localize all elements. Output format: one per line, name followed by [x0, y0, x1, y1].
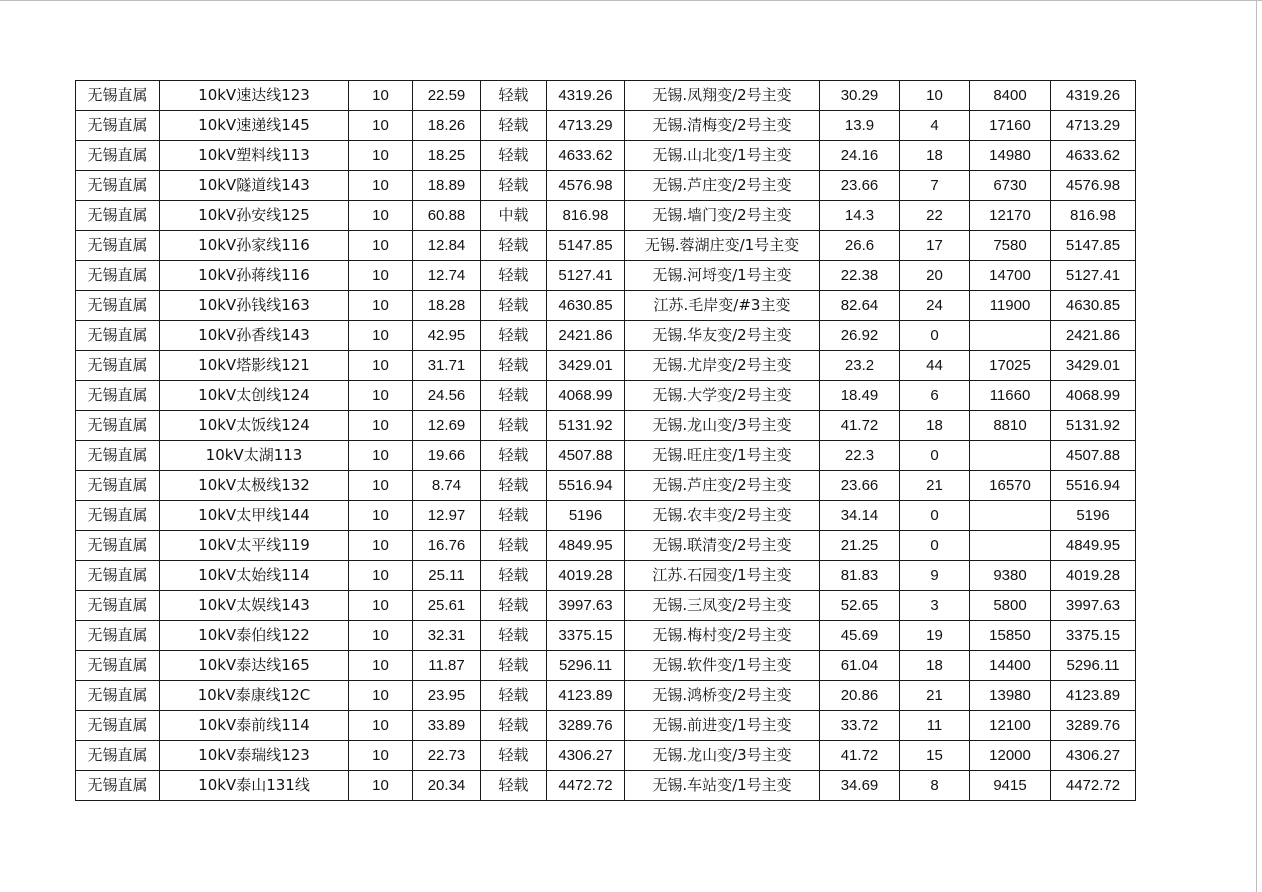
- remaining-capacity-cell: 4507.88: [1051, 441, 1136, 471]
- capacity-cell: 12170: [970, 201, 1051, 231]
- transformer-cell: 无锡.山北变/1号主变: [625, 141, 820, 171]
- available-capacity-cell: 3997.63: [547, 591, 625, 621]
- org-cell: 无锡直属: [76, 501, 160, 531]
- transformer-cell: 无锡.大学变/2号主变: [625, 381, 820, 411]
- feeder-name-cell: 10kV孙家线116: [160, 231, 349, 261]
- available-capacity-cell: 5147.85: [547, 231, 625, 261]
- remaining-capacity-cell: 4306.27: [1051, 741, 1136, 771]
- transformer-load-rate-cell: 34.69: [820, 771, 900, 801]
- remaining-capacity-cell: 4633.62: [1051, 141, 1136, 171]
- load-status-cell: 轻载: [481, 411, 547, 441]
- table-row: [76, 111, 1136, 141]
- count-cell: 44: [900, 351, 970, 381]
- transformer-load-rate-cell: 45.69: [820, 621, 900, 651]
- transformer-cell: 无锡.联清变/2号主变: [625, 531, 820, 561]
- remaining-capacity-cell: 4472.72: [1051, 771, 1136, 801]
- feeder-name-cell: 10kV孙蒋线116: [160, 261, 349, 291]
- table-row: [76, 621, 1136, 651]
- available-capacity-cell: 4633.62: [547, 141, 625, 171]
- load-rate-cell: 19.66: [413, 441, 481, 471]
- load-status-cell: 轻载: [481, 141, 547, 171]
- count-cell: 21: [900, 681, 970, 711]
- load-rate-cell: 18.28: [413, 291, 481, 321]
- org-cell: 无锡直属: [76, 141, 160, 171]
- remaining-capacity-cell: 3997.63: [1051, 591, 1136, 621]
- table-row: [76, 561, 1136, 591]
- table-row: [76, 291, 1136, 321]
- voltage-cell: 10: [349, 591, 413, 621]
- transformer-load-rate-cell: 22.3: [820, 441, 900, 471]
- load-status-cell: 轻载: [481, 261, 547, 291]
- feeder-name-cell: 10kV泰康线12C: [160, 681, 349, 711]
- transformer-load-rate-cell: 18.49: [820, 381, 900, 411]
- transformer-cell: 无锡.龙山变/3号主变: [625, 411, 820, 441]
- load-status-cell: 轻载: [481, 651, 547, 681]
- available-capacity-cell: 4713.29: [547, 111, 625, 141]
- available-capacity-cell: 5516.94: [547, 471, 625, 501]
- available-capacity-cell: 5296.11: [547, 651, 625, 681]
- count-cell: 18: [900, 141, 970, 171]
- capacity-cell: 13980: [970, 681, 1051, 711]
- available-capacity-cell: 3289.76: [547, 711, 625, 741]
- remaining-capacity-cell: 4849.95: [1051, 531, 1136, 561]
- load-rate-cell: 20.34: [413, 771, 481, 801]
- load-status-cell: 轻载: [481, 321, 547, 351]
- available-capacity-cell: 5127.41: [547, 261, 625, 291]
- voltage-cell: 10: [349, 291, 413, 321]
- voltage-cell: 10: [349, 321, 413, 351]
- transformer-load-rate-cell: 14.3: [820, 201, 900, 231]
- capacity-cell: 15850: [970, 621, 1051, 651]
- voltage-cell: 10: [349, 471, 413, 501]
- feeder-name-cell: 10kV泰伯线122: [160, 621, 349, 651]
- transformer-cell: 无锡.清梅变/2号主变: [625, 111, 820, 141]
- load-rate-cell: 23.95: [413, 681, 481, 711]
- count-cell: 4: [900, 111, 970, 141]
- capacity-cell: 14700: [970, 261, 1051, 291]
- feeder-name-cell: 10kV太平线119: [160, 531, 349, 561]
- feeder-name-cell: 10kV太始线114: [160, 561, 349, 591]
- available-capacity-cell: 2421.86: [547, 321, 625, 351]
- load-rate-cell: 12.84: [413, 231, 481, 261]
- transformer-cell: 无锡.河埒变/1号主变: [625, 261, 820, 291]
- remaining-capacity-cell: 4068.99: [1051, 381, 1136, 411]
- transformer-cell: 无锡.华友变/2号主变: [625, 321, 820, 351]
- table-row: [76, 351, 1136, 381]
- remaining-capacity-cell: 5147.85: [1051, 231, 1136, 261]
- remaining-capacity-cell: 5131.92: [1051, 411, 1136, 441]
- transformer-load-rate-cell: 30.29: [820, 81, 900, 111]
- remaining-capacity-cell: 4713.29: [1051, 111, 1136, 141]
- voltage-cell: 10: [349, 741, 413, 771]
- org-cell: 无锡直属: [76, 651, 160, 681]
- transformer-load-rate-cell: 20.86: [820, 681, 900, 711]
- remaining-capacity-cell: 4319.26: [1051, 81, 1136, 111]
- count-cell: 18: [900, 651, 970, 681]
- capacity-cell: [970, 501, 1051, 531]
- transformer-load-rate-cell: 23.2: [820, 351, 900, 381]
- org-cell: 无锡直属: [76, 621, 160, 651]
- count-cell: 15: [900, 741, 970, 771]
- load-status-cell: 轻载: [481, 381, 547, 411]
- voltage-cell: 10: [349, 711, 413, 741]
- voltage-cell: 10: [349, 771, 413, 801]
- load-status-cell: 轻载: [481, 591, 547, 621]
- remaining-capacity-cell: 4630.85: [1051, 291, 1136, 321]
- capacity-cell: [970, 441, 1051, 471]
- org-cell: 无锡直属: [76, 321, 160, 351]
- transformer-cell: 无锡.芦庄变/2号主变: [625, 471, 820, 501]
- transformer-cell: 无锡.鸿桥变/2号主变: [625, 681, 820, 711]
- feeder-name-cell: 10kV太湖113: [160, 441, 349, 471]
- transformer-cell: 江苏.石园变/1号主变: [625, 561, 820, 591]
- capacity-cell: 17025: [970, 351, 1051, 381]
- voltage-cell: 10: [349, 621, 413, 651]
- org-cell: 无锡直属: [76, 591, 160, 621]
- remaining-capacity-cell: 816.98: [1051, 201, 1136, 231]
- org-cell: 无锡直属: [76, 351, 160, 381]
- load-status-cell: 轻载: [481, 501, 547, 531]
- capacity-cell: 7580: [970, 231, 1051, 261]
- capacity-cell: 9380: [970, 561, 1051, 591]
- load-status-cell: 轻载: [481, 81, 547, 111]
- transformer-cell: 无锡.尤岸变/2号主变: [625, 351, 820, 381]
- load-status-cell: 轻载: [481, 771, 547, 801]
- available-capacity-cell: 4123.89: [547, 681, 625, 711]
- load-status-cell: 轻载: [481, 471, 547, 501]
- load-status-cell: 轻载: [481, 621, 547, 651]
- capacity-cell: 6730: [970, 171, 1051, 201]
- voltage-cell: 10: [349, 111, 413, 141]
- capacity-cell: 11900: [970, 291, 1051, 321]
- load-rate-cell: 31.71: [413, 351, 481, 381]
- feeder-name-cell: 10kV泰前线114: [160, 711, 349, 741]
- capacity-cell: 12100: [970, 711, 1051, 741]
- load-status-cell: 轻载: [481, 111, 547, 141]
- capacity-cell: [970, 321, 1051, 351]
- org-cell: 无锡直属: [76, 411, 160, 441]
- count-cell: 8: [900, 771, 970, 801]
- feeder-name-cell: 10kV太饭线124: [160, 411, 349, 441]
- remaining-capacity-cell: 3375.15: [1051, 621, 1136, 651]
- transformer-cell: 无锡.蓉湖庄变/1号主变: [625, 231, 820, 261]
- voltage-cell: 10: [349, 441, 413, 471]
- page-top-border: [0, 0, 1262, 1]
- load-status-cell: 轻载: [481, 681, 547, 711]
- load-status-cell: 轻载: [481, 741, 547, 771]
- remaining-capacity-cell: 3429.01: [1051, 351, 1136, 381]
- available-capacity-cell: 4507.88: [547, 441, 625, 471]
- feeder-name-cell: 10kV塔影线121: [160, 351, 349, 381]
- load-rate-cell: 33.89: [413, 711, 481, 741]
- capacity-cell: 16570: [970, 471, 1051, 501]
- count-cell: 19: [900, 621, 970, 651]
- table-row: [76, 501, 1136, 531]
- feeder-name-cell: 10kV泰达线165: [160, 651, 349, 681]
- transformer-load-rate-cell: 23.66: [820, 171, 900, 201]
- page-right-border: [1256, 0, 1257, 892]
- load-rate-cell: 60.88: [413, 201, 481, 231]
- count-cell: 22: [900, 201, 970, 231]
- table-row: [76, 591, 1136, 621]
- transformer-cell: 无锡.凤翔变/2号主变: [625, 81, 820, 111]
- available-capacity-cell: 4068.99: [547, 381, 625, 411]
- count-cell: 0: [900, 531, 970, 561]
- count-cell: 11: [900, 711, 970, 741]
- count-cell: 9: [900, 561, 970, 591]
- feeder-name-cell: 10kV太极线132: [160, 471, 349, 501]
- table-row: [76, 471, 1136, 501]
- capacity-cell: 12000: [970, 741, 1051, 771]
- count-cell: 21: [900, 471, 970, 501]
- table-row: [76, 321, 1136, 351]
- org-cell: 无锡直属: [76, 561, 160, 591]
- load-rate-cell: 22.59: [413, 81, 481, 111]
- load-status-cell: 轻载: [481, 561, 547, 591]
- count-cell: 0: [900, 321, 970, 351]
- table-row: [76, 381, 1136, 411]
- remaining-capacity-cell: 5127.41: [1051, 261, 1136, 291]
- voltage-cell: 10: [349, 261, 413, 291]
- available-capacity-cell: 5131.92: [547, 411, 625, 441]
- load-rate-cell: 25.11: [413, 561, 481, 591]
- transformer-load-rate-cell: 23.66: [820, 471, 900, 501]
- load-rate-cell: 22.73: [413, 741, 481, 771]
- table-row: [76, 651, 1136, 681]
- transformer-load-rate-cell: 22.38: [820, 261, 900, 291]
- org-cell: 无锡直属: [76, 711, 160, 741]
- feeder-name-cell: 10kV泰山131线: [160, 771, 349, 801]
- feeder-load-table: [75, 80, 1136, 801]
- transformer-load-rate-cell: 21.25: [820, 531, 900, 561]
- org-cell: 无锡直属: [76, 201, 160, 231]
- org-cell: 无锡直属: [76, 471, 160, 501]
- transformer-cell: 无锡.三凤变/2号主变: [625, 591, 820, 621]
- voltage-cell: 10: [349, 201, 413, 231]
- table-row: [76, 171, 1136, 201]
- load-rate-cell: 32.31: [413, 621, 481, 651]
- feeder-name-cell: 10kV速递线145: [160, 111, 349, 141]
- voltage-cell: 10: [349, 171, 413, 201]
- available-capacity-cell: 3429.01: [547, 351, 625, 381]
- remaining-capacity-cell: 5516.94: [1051, 471, 1136, 501]
- remaining-capacity-cell: 2421.86: [1051, 321, 1136, 351]
- transformer-cell: 无锡.软件变/1号主变: [625, 651, 820, 681]
- voltage-cell: 10: [349, 681, 413, 711]
- load-rate-cell: 25.61: [413, 591, 481, 621]
- remaining-capacity-cell: 5196: [1051, 501, 1136, 531]
- load-rate-cell: 24.56: [413, 381, 481, 411]
- capacity-cell: 9415: [970, 771, 1051, 801]
- feeder-name-cell: 10kV孙香线143: [160, 321, 349, 351]
- available-capacity-cell: 4472.72: [547, 771, 625, 801]
- feeder-name-cell: 10kV孙钱线163: [160, 291, 349, 321]
- table-row: [76, 261, 1136, 291]
- org-cell: 无锡直属: [76, 231, 160, 261]
- count-cell: 20: [900, 261, 970, 291]
- feeder-name-cell: 10kV泰瑞线123: [160, 741, 349, 771]
- capacity-cell: 11660: [970, 381, 1051, 411]
- org-cell: 无锡直属: [76, 771, 160, 801]
- transformer-load-rate-cell: 81.83: [820, 561, 900, 591]
- org-cell: 无锡直属: [76, 261, 160, 291]
- load-status-cell: 中载: [481, 201, 547, 231]
- voltage-cell: 10: [349, 231, 413, 261]
- capacity-cell: [970, 531, 1051, 561]
- load-status-cell: 轻载: [481, 351, 547, 381]
- capacity-cell: 17160: [970, 111, 1051, 141]
- count-cell: 7: [900, 171, 970, 201]
- transformer-cell: 无锡.旺庄变/1号主变: [625, 441, 820, 471]
- count-cell: 6: [900, 381, 970, 411]
- available-capacity-cell: 4576.98: [547, 171, 625, 201]
- org-cell: 无锡直属: [76, 381, 160, 411]
- available-capacity-cell: 4319.26: [547, 81, 625, 111]
- load-status-cell: 轻载: [481, 291, 547, 321]
- voltage-cell: 10: [349, 651, 413, 681]
- available-capacity-cell: 4019.28: [547, 561, 625, 591]
- voltage-cell: 10: [349, 531, 413, 561]
- voltage-cell: 10: [349, 501, 413, 531]
- transformer-load-rate-cell: 26.6: [820, 231, 900, 261]
- count-cell: 10: [900, 81, 970, 111]
- load-rate-cell: 8.74: [413, 471, 481, 501]
- org-cell: 无锡直属: [76, 171, 160, 201]
- load-status-cell: 轻载: [481, 441, 547, 471]
- load-rate-cell: 18.26: [413, 111, 481, 141]
- org-cell: 无锡直属: [76, 681, 160, 711]
- feeder-name-cell: 10kV太娱线143: [160, 591, 349, 621]
- available-capacity-cell: 4849.95: [547, 531, 625, 561]
- load-rate-cell: 12.69: [413, 411, 481, 441]
- table-row: [76, 201, 1136, 231]
- table-body: [76, 81, 1136, 801]
- available-capacity-cell: 5196: [547, 501, 625, 531]
- count-cell: 18: [900, 411, 970, 441]
- capacity-cell: 5800: [970, 591, 1051, 621]
- transformer-cell: 无锡.墙门变/2号主变: [625, 201, 820, 231]
- load-rate-cell: 18.25: [413, 141, 481, 171]
- count-cell: 0: [900, 441, 970, 471]
- table-row: [76, 81, 1136, 111]
- transformer-load-rate-cell: 33.72: [820, 711, 900, 741]
- feeder-name-cell: 10kV速达线123: [160, 81, 349, 111]
- transformer-load-rate-cell: 41.72: [820, 741, 900, 771]
- capacity-cell: 8400: [970, 81, 1051, 111]
- voltage-cell: 10: [349, 81, 413, 111]
- available-capacity-cell: 816.98: [547, 201, 625, 231]
- transformer-load-rate-cell: 34.14: [820, 501, 900, 531]
- table-row: [76, 531, 1136, 561]
- table-row: [76, 441, 1136, 471]
- table-row: [76, 231, 1136, 261]
- load-status-cell: 轻载: [481, 171, 547, 201]
- voltage-cell: 10: [349, 141, 413, 171]
- table-row: [76, 141, 1136, 171]
- count-cell: 3: [900, 591, 970, 621]
- voltage-cell: 10: [349, 561, 413, 591]
- transformer-load-rate-cell: 52.65: [820, 591, 900, 621]
- feeder-name-cell: 10kV孙安线125: [160, 201, 349, 231]
- transformer-cell: 无锡.芦庄变/2号主变: [625, 171, 820, 201]
- org-cell: 无锡直属: [76, 111, 160, 141]
- count-cell: 17: [900, 231, 970, 261]
- org-cell: 无锡直属: [76, 531, 160, 561]
- transformer-load-rate-cell: 82.64: [820, 291, 900, 321]
- feeder-name-cell: 10kV塑料线113: [160, 141, 349, 171]
- load-rate-cell: 12.74: [413, 261, 481, 291]
- voltage-cell: 10: [349, 381, 413, 411]
- count-cell: 0: [900, 501, 970, 531]
- transformer-cell: 无锡.梅村变/2号主变: [625, 621, 820, 651]
- available-capacity-cell: 4306.27: [547, 741, 625, 771]
- org-cell: 无锡直属: [76, 81, 160, 111]
- remaining-capacity-cell: 4576.98: [1051, 171, 1136, 201]
- count-cell: 24: [900, 291, 970, 321]
- table-row: [76, 771, 1136, 801]
- remaining-capacity-cell: 4123.89: [1051, 681, 1136, 711]
- voltage-cell: 10: [349, 411, 413, 441]
- table-row: [76, 741, 1136, 771]
- load-status-cell: 轻载: [481, 231, 547, 261]
- table-row: [76, 711, 1136, 741]
- transformer-cell: 江苏.毛岸变/#3主变: [625, 291, 820, 321]
- load-rate-cell: 18.89: [413, 171, 481, 201]
- feeder-name-cell: 10kV太创线124: [160, 381, 349, 411]
- transformer-load-rate-cell: 24.16: [820, 141, 900, 171]
- org-cell: 无锡直属: [76, 741, 160, 771]
- transformer-cell: 无锡.龙山变/3号主变: [625, 741, 820, 771]
- remaining-capacity-cell: 3289.76: [1051, 711, 1136, 741]
- load-rate-cell: 12.97: [413, 501, 481, 531]
- capacity-cell: 14980: [970, 141, 1051, 171]
- transformer-load-rate-cell: 26.92: [820, 321, 900, 351]
- transformer-load-rate-cell: 61.04: [820, 651, 900, 681]
- remaining-capacity-cell: 5296.11: [1051, 651, 1136, 681]
- feeder-name-cell: 10kV太甲线144: [160, 501, 349, 531]
- load-rate-cell: 11.87: [413, 651, 481, 681]
- transformer-cell: 无锡.前进变/1号主变: [625, 711, 820, 741]
- remaining-capacity-cell: 4019.28: [1051, 561, 1136, 591]
- feeder-name-cell: 10kV隧道线143: [160, 171, 349, 201]
- load-rate-cell: 42.95: [413, 321, 481, 351]
- load-rate-cell: 16.76: [413, 531, 481, 561]
- transformer-cell: 无锡.车站变/1号主变: [625, 771, 820, 801]
- transformer-load-rate-cell: 41.72: [820, 411, 900, 441]
- transformer-load-rate-cell: 13.9: [820, 111, 900, 141]
- org-cell: 无锡直属: [76, 291, 160, 321]
- load-status-cell: 轻载: [481, 711, 547, 741]
- capacity-cell: 14400: [970, 651, 1051, 681]
- voltage-cell: 10: [349, 351, 413, 381]
- org-cell: 无锡直属: [76, 441, 160, 471]
- table-row: [76, 681, 1136, 711]
- table-row: [76, 411, 1136, 441]
- load-status-cell: 轻载: [481, 531, 547, 561]
- capacity-cell: 8810: [970, 411, 1051, 441]
- available-capacity-cell: 4630.85: [547, 291, 625, 321]
- available-capacity-cell: 3375.15: [547, 621, 625, 651]
- transformer-cell: 无锡.农丰变/2号主变: [625, 501, 820, 531]
